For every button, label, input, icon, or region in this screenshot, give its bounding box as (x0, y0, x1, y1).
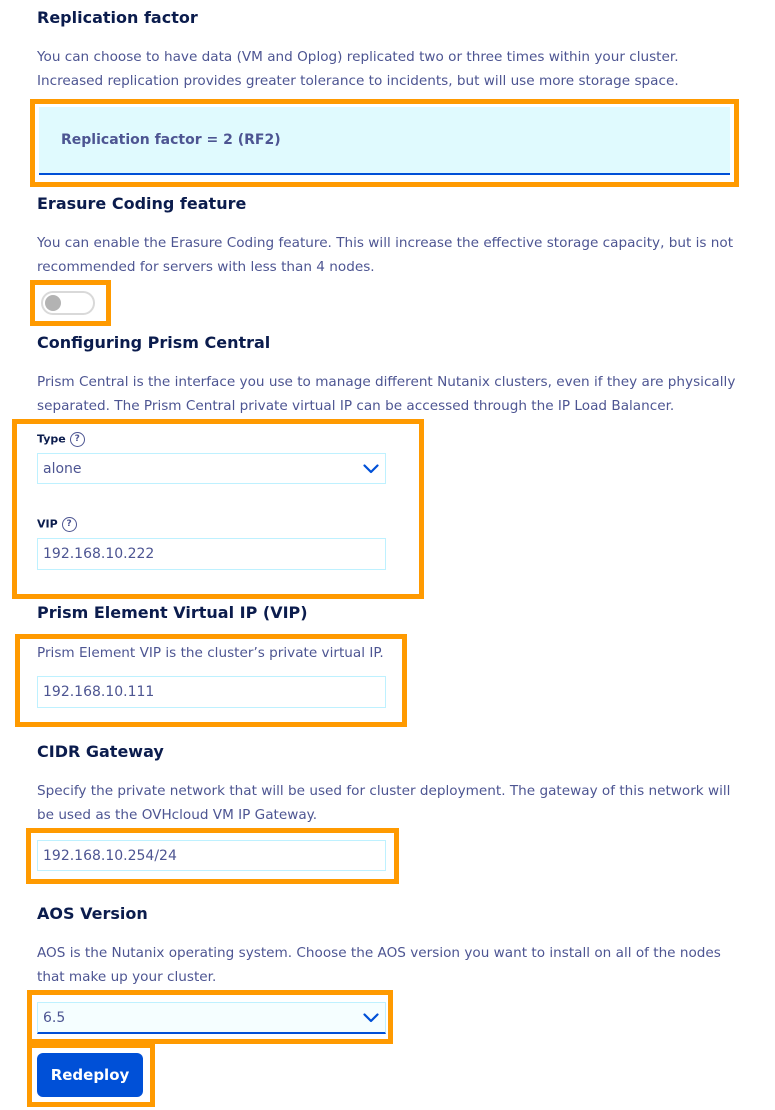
replication-description: You can choose to have data (VM and Oplog) replicated two or three times within your cluster. Increased replication provides greater tolerance to incidents, but will use more storage space. (37, 49, 679, 89)
toggle-knob (45, 295, 61, 311)
help-icon[interactable]: ? (70, 432, 85, 447)
cidr-gateway-input[interactable]: 192.168.10.254/24 (37, 840, 386, 871)
chevron-down-icon (357, 1008, 385, 1028)
prism-central-description: Prism Central is the interface you use to manage different Nutanix clusters, even if they are physically separated. The Prism Central private virtual IP can be accessed through the IP Load Balancer. (37, 374, 736, 414)
prism-central-vip-input[interactable]: 192.168.10.222 (37, 538, 386, 570)
replication-value: Replication factor = 2 (RF2) (61, 132, 281, 148)
aos-description: AOS is the Nutanix operating system. Choose the AOS version you want to install on all of the nodes that make up your cluster. (37, 945, 721, 985)
prism-element-description: Prism Element VIP is the cluster’s private virtual IP. (37, 645, 384, 661)
type-select[interactable]: alone (37, 453, 386, 484)
aos-version-select[interactable]: 6.5 (37, 1002, 386, 1034)
aos-heading: AOS Version (37, 904, 148, 923)
prism-element-vip-input[interactable]: 192.168.10.111 (37, 676, 386, 708)
help-icon[interactable]: ? (62, 517, 77, 532)
chevron-down-icon (357, 459, 385, 479)
type-label: Type ? (37, 432, 85, 447)
vip-label: VIP ? (37, 517, 77, 532)
redeploy-button[interactable]: Redeploy (37, 1053, 143, 1097)
cidr-heading: CIDR Gateway (37, 742, 164, 761)
prism-central-heading: Configuring Prism Central (37, 333, 271, 352)
erasure-description: You can enable the Erasure Coding feature. This will increase the effective storage capacity, but is not recommended for servers with less than 4 nodes. (37, 235, 734, 275)
erasure-heading: Erasure Coding feature (37, 194, 247, 213)
cidr-description: Specify the private network that will be used for cluster deployment. The gateway of this network will be used as the OVHcloud VM IP Gateway. (37, 783, 731, 823)
prism-element-heading: Prism Element Virtual IP (VIP) (37, 603, 308, 622)
replication-heading: Replication factor (37, 8, 198, 27)
erasure-coding-toggle[interactable] (41, 291, 95, 315)
